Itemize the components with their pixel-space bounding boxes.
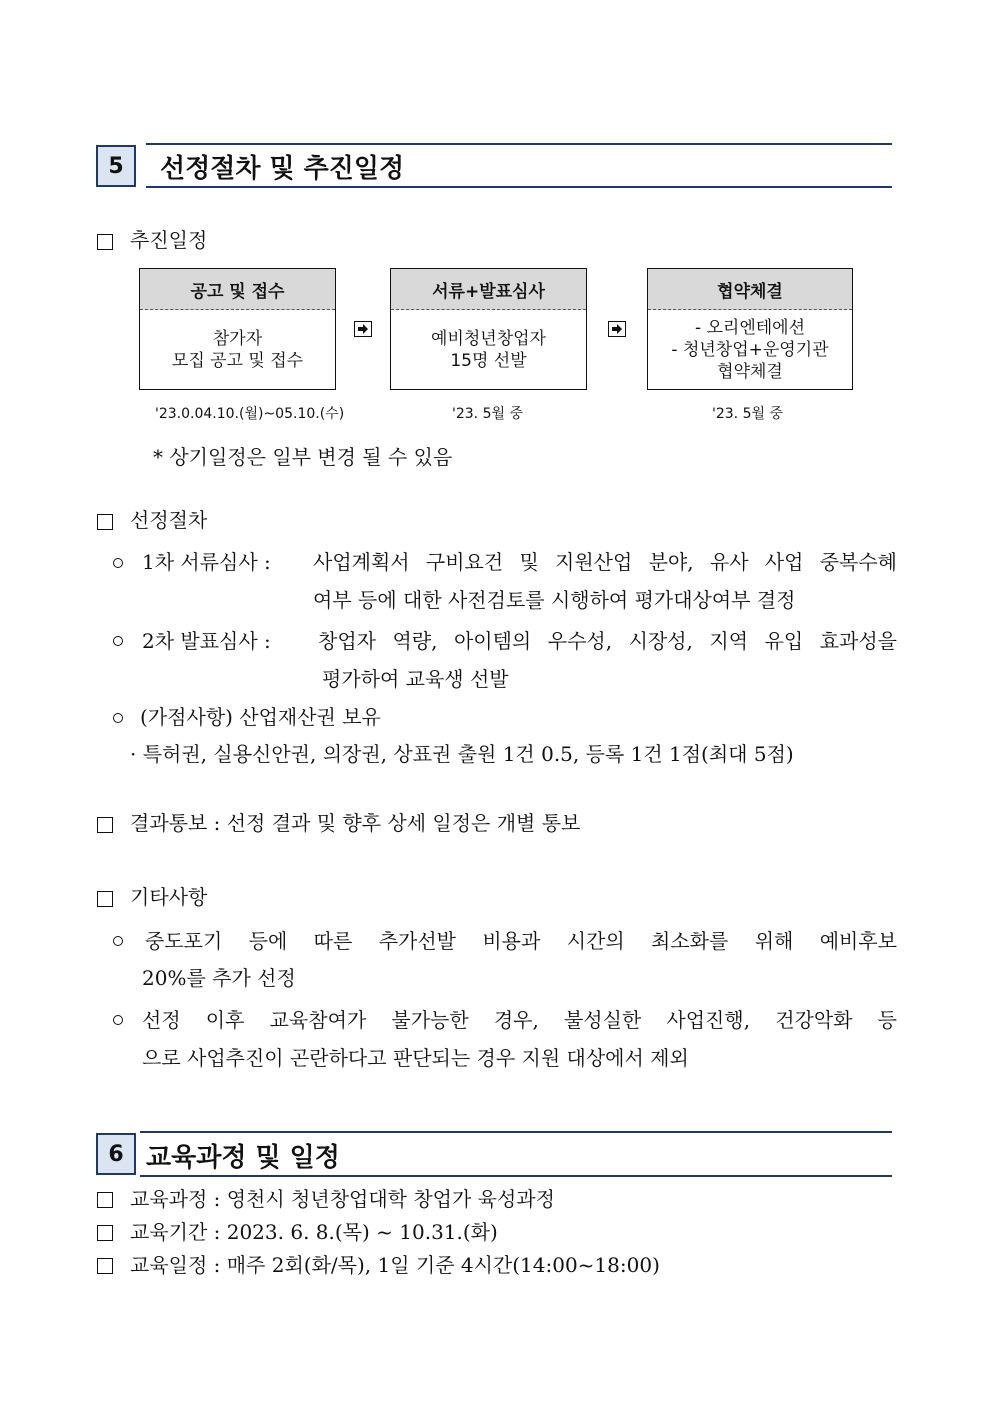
flow-step-title: 서류+발표심사 bbox=[391, 269, 586, 310]
flow-step-date: '23. 5월 중 bbox=[452, 406, 523, 422]
flow-step-1 bbox=[139, 268, 336, 390]
schedule-note: * 상기일정은 일부 변경 될 수 있음 bbox=[153, 445, 453, 469]
flow-step-line: 협약체결 bbox=[717, 362, 783, 382]
flow-step-title: 공고 및 접수 bbox=[140, 269, 335, 310]
schedule-heading: 추진일정 bbox=[130, 228, 208, 252]
result-text: 결과통보 : 선정 결과 및 향후 상세 일정은 개별 통보 bbox=[130, 811, 581, 835]
selection-item2-label: 2차 발표심사 : bbox=[142, 629, 271, 653]
selection-item1-label: 1차 서류심사 : bbox=[142, 550, 271, 574]
bullet-circle-icon bbox=[113, 636, 123, 646]
checkbox-square-icon bbox=[97, 234, 113, 250]
flow-step-line: 참가자 bbox=[212, 329, 263, 349]
selection-item1-text: 사업계획서 구비요건 및 지원산업 분야, 유사 사업 중복수혜 bbox=[313, 550, 897, 574]
etc-item2-text-cont: 으로 사업추진이 곤란하다고 판단되는 경우 지원 대상에서 제외 bbox=[142, 1046, 689, 1070]
selection-item3-sub: · 특허권, 실용신안권, 의장권, 상표권 출원 1건 0.5, 등록 1건 1점(최대 5점) bbox=[130, 742, 794, 766]
bullet-circle-icon bbox=[113, 713, 123, 723]
etc-heading: 기타사항 bbox=[130, 885, 208, 909]
bullet-circle-icon bbox=[113, 1015, 123, 1025]
checkbox-square-icon bbox=[97, 1192, 113, 1208]
selection-heading: 선정절차 bbox=[130, 508, 208, 532]
flow-step-line: - 청년창업+운영기관 bbox=[671, 340, 829, 360]
flow-step-line: 모집 공고 및 접수 bbox=[171, 351, 304, 371]
bullet-circle-icon bbox=[113, 936, 123, 946]
etc-item1-text-cont: 20%를 추가 선정 bbox=[142, 966, 296, 990]
section-title-5: 선정절차 및 추진일정 bbox=[160, 154, 405, 184]
checkbox-square-icon bbox=[97, 817, 113, 833]
selection-item1-text-cont: 여부 등에 대한 사전검토를 시행하여 평가대상여부 결정 bbox=[313, 588, 796, 612]
flow-step-2 bbox=[390, 268, 587, 390]
flow-step-date: '23.0.04.10.(월)~05.10.(수) bbox=[155, 406, 345, 422]
flow-step-line: 15명 선발 bbox=[450, 351, 527, 371]
flow-step-date: '23. 5월 중 bbox=[712, 406, 783, 422]
right-arrow-icon bbox=[608, 321, 626, 337]
flow-step-line: 예비청년창업자 bbox=[431, 329, 546, 349]
flow-step-line: - 오리엔테에션 bbox=[694, 318, 806, 338]
flow-step-3 bbox=[647, 268, 853, 390]
section-number-6: 6 bbox=[96, 1133, 136, 1175]
selection-item3: (가점사항) 산업재산권 보유 bbox=[140, 705, 381, 729]
flow-step-title: 협약체결 bbox=[648, 269, 852, 310]
section-number-5: 5 bbox=[96, 145, 136, 187]
checkbox-square-icon bbox=[97, 514, 113, 530]
bullet-circle-icon bbox=[113, 558, 123, 568]
etc-item2-text: 선정 이후 교육참여가 불가능한 경우, 불성실한 사업진행, 건강악화 등 bbox=[142, 1008, 897, 1032]
right-arrow-icon bbox=[354, 321, 372, 337]
education-course: 교육과정 : 영천시 청년창업대학 창업가 육성과정 bbox=[130, 1187, 555, 1211]
section-top-rule bbox=[146, 143, 892, 145]
checkbox-square-icon bbox=[97, 1258, 113, 1274]
selection-item2-text: 창업자 역량, 아이템의 우수성, 시장성, 지역 유입 효과성을 bbox=[318, 629, 897, 653]
selection-item2-text-cont: 평가하여 교육생 선발 bbox=[322, 667, 509, 691]
education-schedule: 교육일정 : 매주 2회(화/목), 1일 기준 4시간(14:00~18:00) bbox=[130, 1253, 660, 1277]
checkbox-square-icon bbox=[97, 891, 113, 907]
section-title-6: 교육과정 및 일정 bbox=[146, 1143, 340, 1173]
section-bottom-rule bbox=[146, 186, 892, 188]
checkbox-square-icon bbox=[97, 1225, 113, 1241]
etc-item1-text: 중도포기 등에 따른 추가선발 비용과 시간의 최소화를 위해 예비후보 bbox=[145, 929, 897, 953]
education-period: 교육기간 : 2023. 6. 8.(목) ~ 10.31.(화) bbox=[130, 1220, 498, 1244]
section-bottom-rule bbox=[140, 1175, 892, 1177]
section-top-rule bbox=[140, 1131, 892, 1133]
